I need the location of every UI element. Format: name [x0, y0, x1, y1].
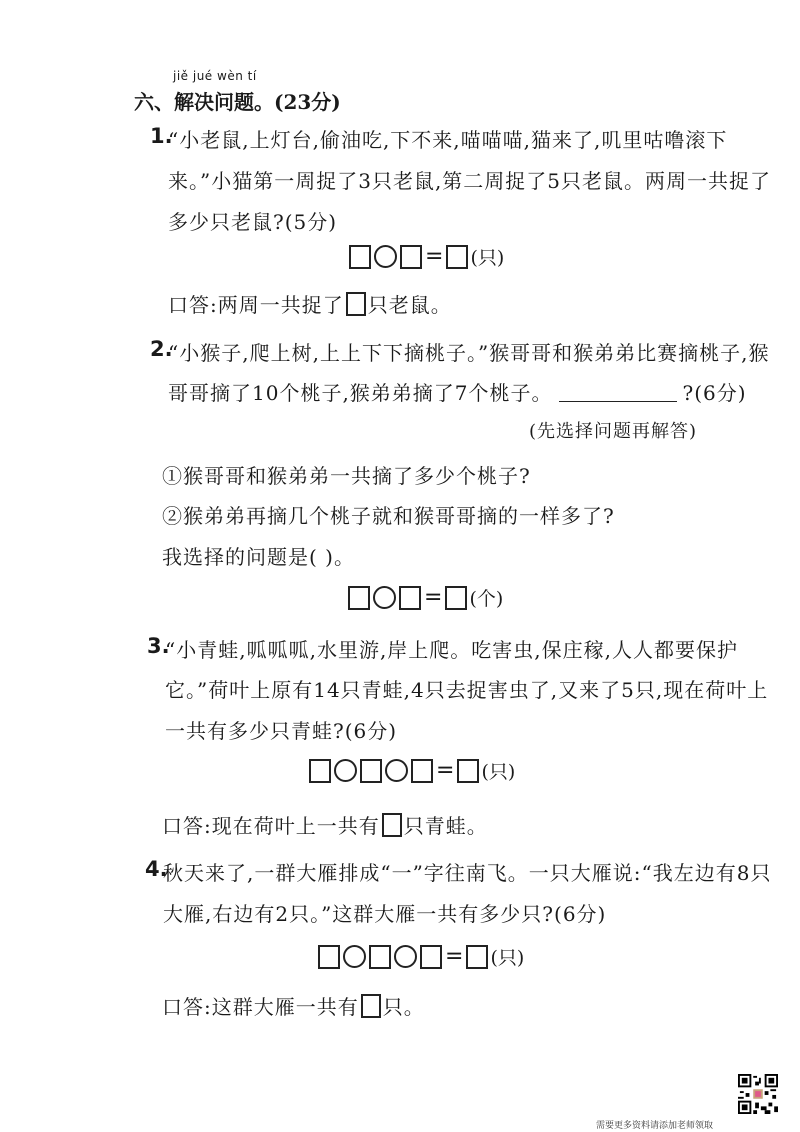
equals-sign: =	[425, 244, 444, 269]
q2-line1: “小猴子,爬上树,上上下下摘桃子。”猴哥哥和猴弟弟比赛摘桃子,猴	[168, 341, 770, 365]
answer-box[interactable]	[309, 759, 331, 783]
answer-box[interactable]	[399, 586, 421, 610]
q2-line2	[168, 377, 747, 406]
q4-number: 4.	[145, 857, 168, 881]
q2-number: 2.	[150, 337, 173, 361]
q2-question-blank[interactable]	[559, 383, 677, 402]
q4-equation	[318, 943, 524, 970]
q3-answer-prefix: 口答:现在荷叶上一共有	[162, 814, 380, 838]
answer-box[interactable]	[400, 245, 422, 269]
answer-box[interactable]	[318, 945, 340, 969]
q3-line1: “小青蛙,呱呱呱,水里游,岸上爬。吃害虫,保庄稼,人人都要保护	[165, 638, 739, 662]
q1-answer-prefix: 口答:两周一共捉了	[168, 293, 344, 317]
q3-unit: (只)	[481, 761, 516, 783]
q2-unit: (个)	[469, 588, 504, 610]
equals-sign: =	[436, 758, 455, 783]
q1-line1: “小老鼠,上灯台,偷油吃,下不来,喵喵喵,猫来了,叽里咕噜滚下	[168, 128, 728, 152]
q4-answer	[162, 991, 425, 1020]
q3-answer-suffix: 只青蛙。	[403, 814, 488, 838]
q2-option-2: ②猴弟弟再摘几个桃子就和猴哥哥摘的一样多了?	[162, 504, 615, 528]
q2-note: (先选择问题再解答)	[529, 421, 698, 442]
answer-box[interactable]	[348, 586, 370, 610]
q4-line2: 大雁,右边有2只。”这群大雁一共有多少只?(6分)	[163, 902, 607, 926]
q1-answer-suffix: 只老鼠。	[367, 293, 452, 317]
qr-code-icon	[738, 1074, 778, 1114]
q1-line3: 多少只老鼠?(5分)	[168, 210, 338, 234]
q3-answer	[162, 810, 488, 839]
q3-number: 3.	[147, 634, 170, 658]
q2-choice: 我选择的问题是( )。	[162, 545, 355, 569]
q2-option-1: ①猴哥哥和猴弟弟一共摘了多少个桃子?	[162, 464, 531, 488]
result-box[interactable]	[457, 759, 479, 783]
operator-circle[interactable]	[373, 586, 396, 609]
q2-equation	[348, 584, 503, 611]
section-pinyin: jiě jué wèn tí	[173, 69, 257, 83]
result-box[interactable]	[466, 945, 488, 969]
answer-box[interactable]	[420, 945, 442, 969]
q1-number: 1.	[150, 124, 173, 148]
answer-box[interactable]	[360, 759, 382, 783]
q1-answer-box[interactable]	[346, 292, 366, 316]
q1-equation	[349, 243, 504, 270]
q1-answer	[168, 289, 452, 318]
q2-line2-text: 哥哥摘了10个桃子,猴弟弟摘了7个桃子。	[168, 381, 553, 405]
q1-line2: 来。”小猫第一周捉了3只老鼠,第二周捉了5只老鼠。两周一共捉了	[168, 169, 772, 193]
section-title: 六、解决问题。(23分)	[134, 90, 341, 114]
q4-answer-prefix: 口答:这群大雁一共有	[162, 995, 359, 1019]
result-box[interactable]	[446, 245, 468, 269]
operator-circle[interactable]	[394, 945, 417, 968]
equals-sign: =	[424, 585, 443, 610]
q4-answer-box[interactable]	[361, 994, 381, 1018]
operator-circle[interactable]	[385, 759, 408, 782]
q3-line2: 它。”荷叶上原有14只青蛙,4只去捉害虫了,又来了5只,现在荷叶上	[165, 678, 769, 702]
q4-answer-suffix: 只。	[382, 995, 425, 1019]
answer-box[interactable]	[369, 945, 391, 969]
operator-circle[interactable]	[374, 245, 397, 268]
q3-equation	[309, 757, 515, 784]
q3-answer-box[interactable]	[382, 813, 402, 837]
q4-line1: 秋天来了,一群大雁排成“一”字往南飞。一只大雁说:“我左边有8只	[163, 861, 772, 885]
footer-text: 需要更多资料请添加老师领取	[596, 1121, 714, 1131]
q3-line3: 一共有多少只青蛙?(6分)	[165, 719, 398, 743]
q4-unit: (只)	[490, 947, 525, 969]
operator-circle[interactable]	[334, 759, 357, 782]
answer-box[interactable]	[411, 759, 433, 783]
operator-circle[interactable]	[343, 945, 366, 968]
q1-unit: (只)	[470, 247, 505, 269]
result-box[interactable]	[445, 586, 467, 610]
answer-box[interactable]	[349, 245, 371, 269]
q2-line2-tail: ?(6分)	[682, 381, 747, 405]
equals-sign: =	[445, 944, 464, 969]
